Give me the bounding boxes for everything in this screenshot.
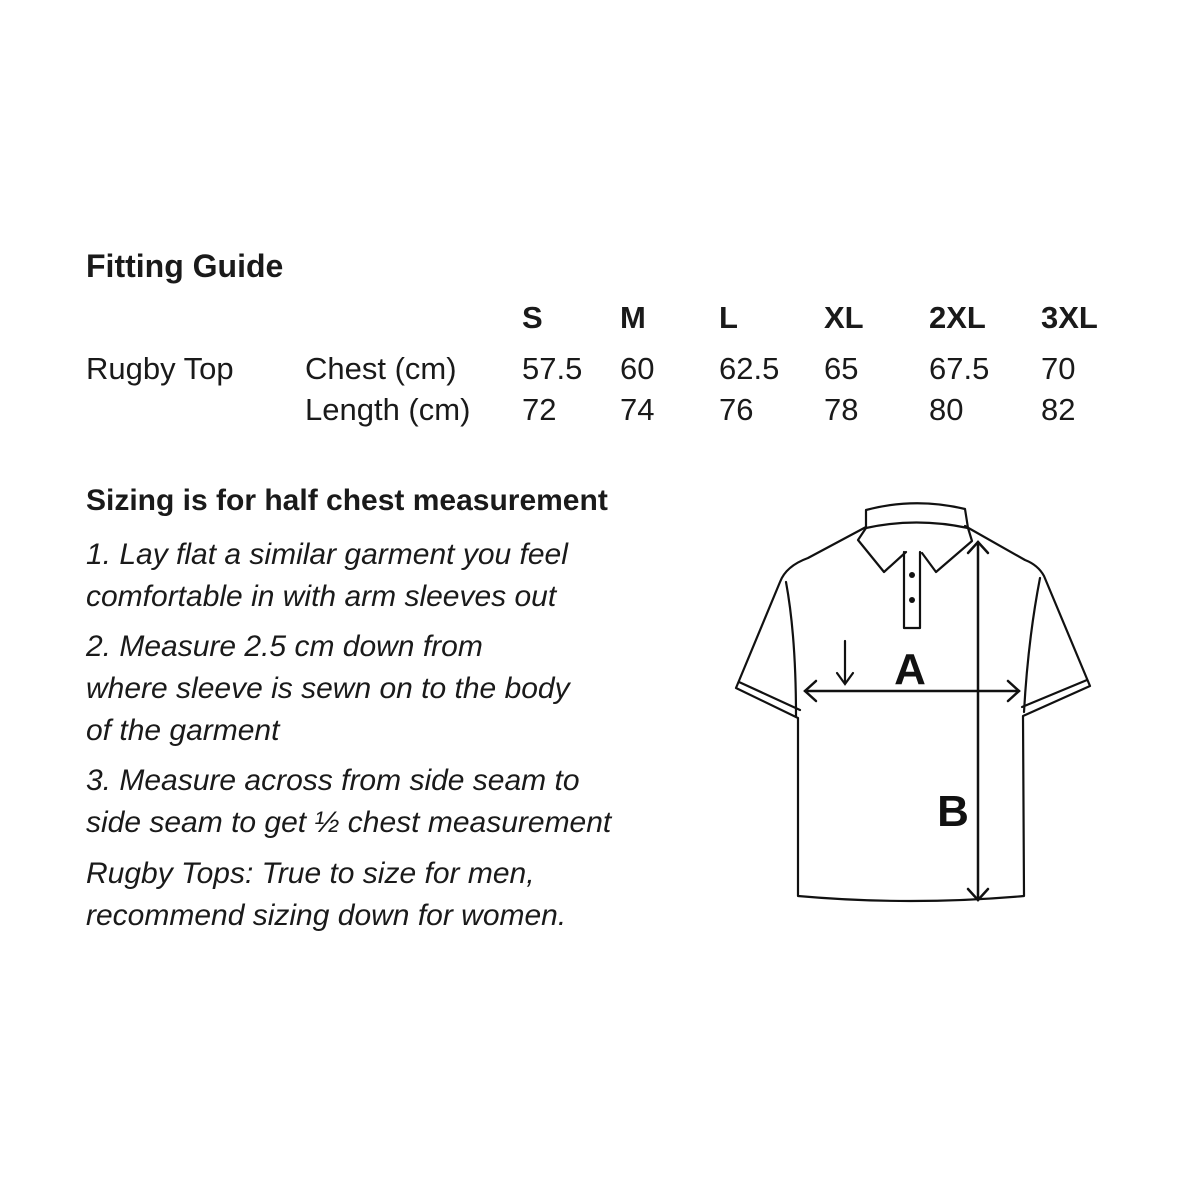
button-icon	[909, 597, 915, 603]
table-cell: 80	[929, 392, 964, 427]
instruction-line: side seam to get ½ chest measurement	[86, 806, 612, 839]
label-a: A	[894, 645, 926, 694]
instruction-line: of the garment	[86, 714, 280, 747]
size-header-2xl: 2XL	[929, 300, 986, 335]
instruction-line: where sleeve is sewn on to the body	[86, 672, 570, 705]
product-name: Rugby Top	[86, 351, 234, 386]
note-line: recommend sizing down for women.	[86, 899, 567, 932]
button-icon	[909, 572, 915, 578]
size-header-m: M	[620, 300, 646, 335]
size-header-3xl: 3XL	[1041, 300, 1098, 335]
table-cell: 70	[1041, 351, 1076, 386]
instruction-line: 1. Lay flat a similar garment you feel	[86, 538, 568, 571]
page-title: Fitting Guide	[86, 248, 284, 284]
table-cell: 78	[824, 392, 859, 427]
table-cell: 67.5	[929, 351, 990, 386]
note-line: Rugby Tops: True to size for men,	[86, 857, 535, 890]
instruction-line: 3. Measure across from side seam to	[86, 764, 580, 797]
row-label-length: Length (cm)	[305, 392, 471, 427]
table-cell: 62.5	[719, 351, 780, 386]
instruction-line: 2. Measure 2.5 cm down from	[86, 630, 483, 663]
section-title: Sizing is for half chest measurement	[86, 484, 608, 517]
row-label-chest: Chest (cm)	[305, 351, 457, 386]
table-cell: 65	[824, 351, 859, 386]
table-cell: 82	[1041, 392, 1076, 427]
table-cell: 57.5	[522, 351, 583, 386]
down-arrow-icon	[837, 641, 853, 684]
instruction-line: comfortable in with arm sleeves out	[86, 580, 557, 613]
label-b: B	[937, 787, 969, 836]
table-cell: 76	[719, 392, 754, 427]
size-header-xl: XL	[824, 300, 864, 335]
rugby-shirt-diagram	[720, 480, 1120, 920]
size-header-l: L	[719, 300, 738, 335]
table-cell: 72	[522, 392, 557, 427]
table-cell: 60	[620, 351, 655, 386]
table-cell: 74	[620, 392, 655, 427]
size-header-s: S	[522, 300, 543, 335]
double-arrow-vertical-icon	[968, 542, 988, 900]
